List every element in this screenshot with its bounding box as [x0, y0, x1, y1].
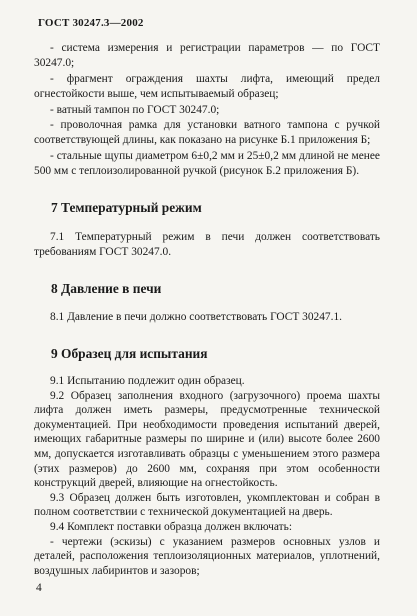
list-item: - проволочная рамка для установки ватного тампона с ручкой соответствующей длины, как показано на рисунке Б.1 приложения Б; — [34, 119, 380, 147]
section-8-paragraph: 8.1 Давление в печи должно соответствовать ГОСТ 30247.1. — [50, 311, 343, 324]
section-7-heading: 7 Температурный режим — [51, 199, 202, 215]
list-item: - система измерения и регистрации параметров — по ГОСТ 30247.0; — [34, 42, 380, 70]
page-body — [34, 41, 380, 578]
section-8-heading: 8 Давление в печи — [51, 280, 162, 296]
list-item: - фрагмент ограждения шахты лифта, имеющий предел огнестойкости выше, чем испытываемый образец; — [34, 72, 380, 101]
section-9-heading: 9 Образец для испытания — [51, 345, 208, 361]
section-9-paragraph: 9.2 Образец заполнения входного (загрузочного) проема шахты лифта должен иметь размеры, предусмотренные технической документацией. При необходимости проведения испытаний дверей, имеющих габаритные размеры по ширине и (или) высоте более 2600 мм, допускается изготавливать образцы с уменьшением этого размера (этих размеров) до 2600 мм, сохраняя при этом особенности конструкций дверей, влияющие на огнестойкость. — [34, 389, 380, 490]
list-item: - ватный тампон по ГОСТ 30247.0; — [50, 103, 220, 116]
section-9-paragraph: 9.1 Испытанию подлежит один образец. — [50, 375, 245, 388]
section-9-paragraph: - чертежи (эскизы) с указанием размеров основных узлов и деталей, расположения теплоизоляционных материалов, уплотнений, воздушных лабиринтов и зазоров; — [34, 535, 380, 577]
list-item: - стальные щупы диаметром 6±0,2 мм и 25±0,2 мм длиной не менее 500 мм с теплоизолированной ручкой (рисунок Б.2 приложения Б). — [34, 149, 380, 178]
running-header: ГОСТ 30247.3—2002 — [38, 17, 144, 29]
section-7-paragraph: 7.1 Температурный режим в печи должен соответствовать требованиям ГОСТ 30247.0. — [34, 231, 380, 259]
section-9-paragraph: 9.4 Комплект поставки образца должен включать: — [50, 521, 292, 534]
section-9-paragraph: 9.3 Образец должен быть изготовлен, укомплектован и собран в полном соответствии с технической документацией на дверь. — [34, 491, 380, 519]
page-number: 4 — [36, 582, 42, 594]
